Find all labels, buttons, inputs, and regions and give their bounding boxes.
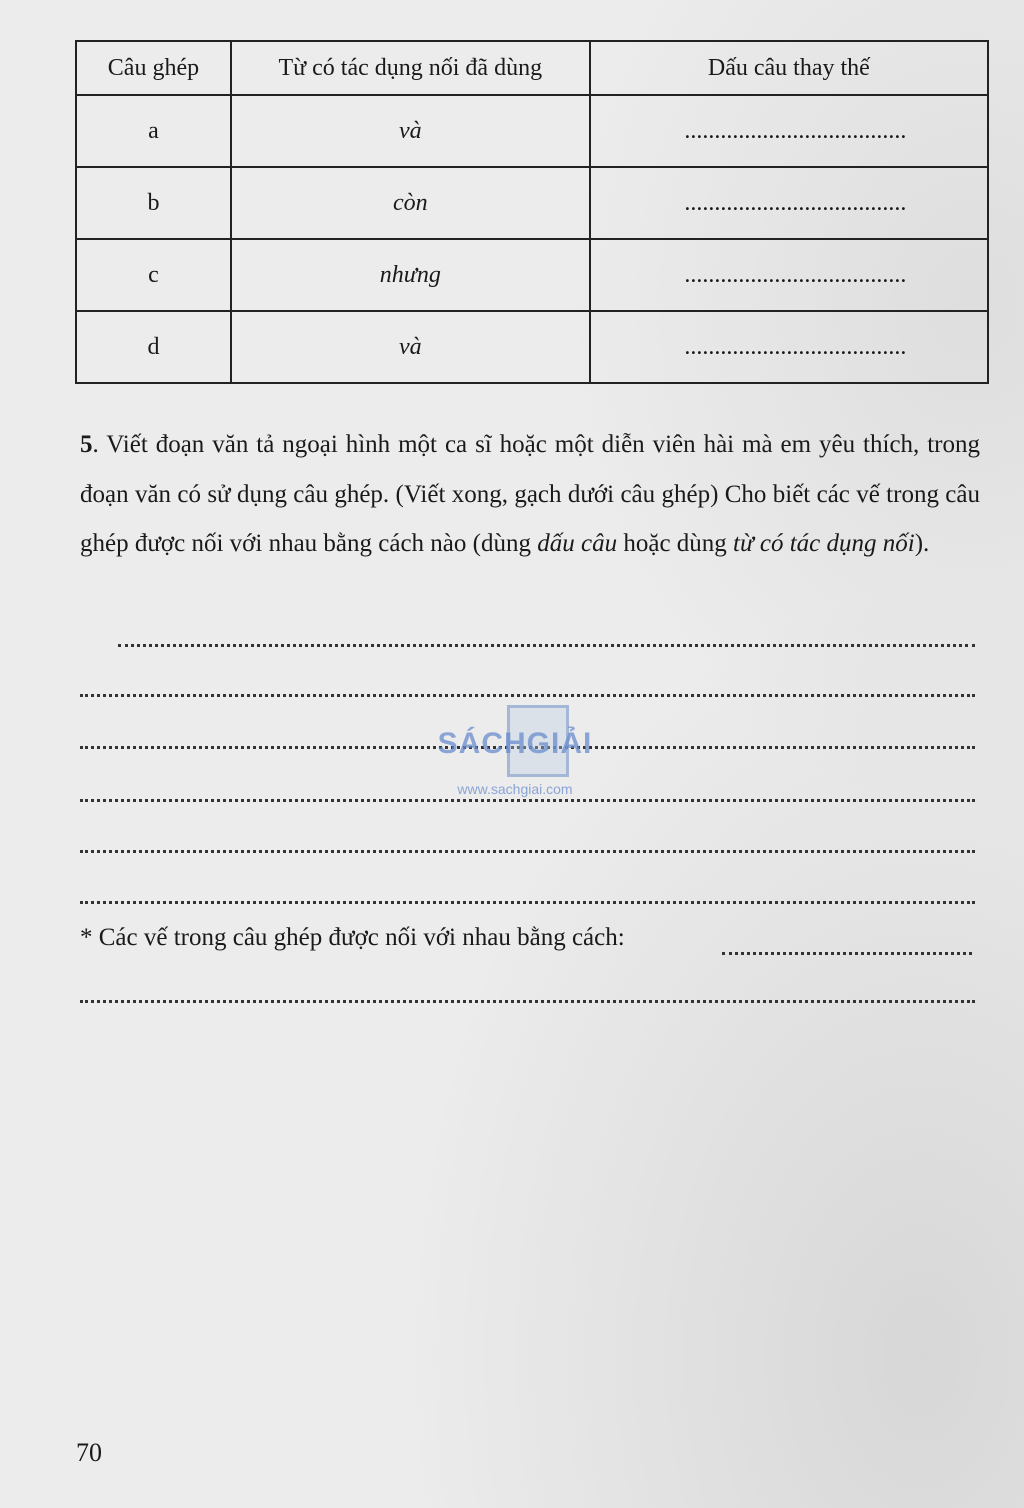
exercise-text-part3: ).: [914, 530, 930, 557]
row-label: c: [76, 239, 231, 311]
connector-word: và: [231, 311, 590, 383]
exercise-text-part2: hoặc dùng: [617, 530, 734, 557]
exercise-number: 5: [80, 431, 93, 458]
watermark-logo-text: SÁCHGIẢI: [437, 727, 593, 760]
exercise-italic-dau-cau: dấu câu: [537, 530, 618, 557]
connector-word: và: [231, 95, 590, 167]
table-header-row: [76, 41, 988, 95]
table-row: [76, 95, 988, 167]
blank-answer: .....................................: [590, 167, 988, 239]
header-tu-noi: Từ có tác dụng nối đã dùng: [231, 41, 590, 95]
answer-line[interactable]: [118, 640, 975, 647]
row-label: b: [76, 167, 231, 239]
table-row: [76, 311, 988, 383]
exercise-text-part1: . Viết đoạn văn tả ngoại hình một ca sĩ hoặc một diễn viên hài mà em yêu thích, trong đoạn văn có sử dụng câu ghép. (Viết xong, gạch dưới câu ghép) Cho biết các vế trong câu ghép được nối với nhau bằng cách nào (dùng: [80, 431, 980, 557]
answer-line[interactable]: [80, 846, 975, 853]
header-dau-cau: Dấu câu thay thế: [590, 41, 988, 95]
exercise-5-prompt: [80, 420, 980, 569]
blank-answer: .....................................: [590, 311, 988, 383]
note-line: * Các vế trong câu ghép được nối với nhau bằng cách:: [80, 924, 625, 951]
watermark: [415, 705, 615, 795]
note-answer-blank[interactable]: [722, 952, 972, 955]
row-label: d: [76, 311, 231, 383]
row-label: a: [76, 95, 231, 167]
connector-table: [75, 40, 989, 384]
watermark-url: www.sachgiai.com: [457, 781, 573, 797]
connector-word: còn: [231, 167, 590, 239]
table-row: [76, 239, 988, 311]
answer-line[interactable]: [80, 996, 975, 1003]
page-number: 70: [76, 1438, 102, 1467]
exercise-italic-tu-noi: từ có tác dụng nối: [733, 530, 915, 557]
answer-line[interactable]: [80, 897, 975, 904]
header-cau-ghep: Câu ghép: [76, 41, 231, 95]
answer-line[interactable]: [80, 690, 975, 697]
connector-word: nhưng: [231, 239, 590, 311]
table-row: [76, 167, 988, 239]
blank-answer: .....................................: [590, 95, 988, 167]
blank-answer: .....................................: [590, 239, 988, 311]
